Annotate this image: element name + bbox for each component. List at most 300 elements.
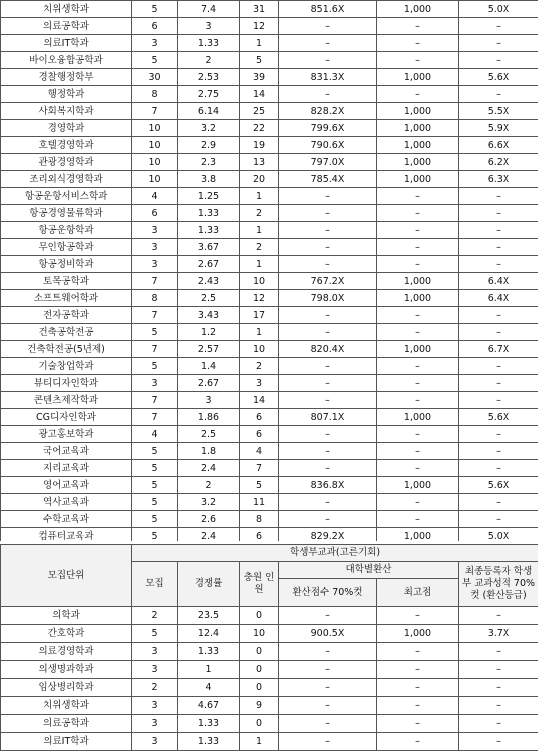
conv-score-cell: 851.6X <box>279 1 377 18</box>
ratio-cell: 3.2 <box>178 494 240 511</box>
recruit-cell: 8 <box>132 86 178 103</box>
final-grade-cell: 6.6X <box>459 137 538 154</box>
max-score-cell: – <box>377 239 459 256</box>
conv-score-cell: – <box>279 733 377 751</box>
recruit-cell: 7 <box>132 341 178 358</box>
top-table-body <box>1 1 538 545</box>
conv-score-cell: – <box>279 86 377 103</box>
department-cell: 경찰행정학부 <box>1 69 132 86</box>
admissions-table-bottom <box>0 544 538 751</box>
max-score-cell: – <box>377 188 459 205</box>
conv-score-cell: – <box>279 18 377 35</box>
max-score-cell: – <box>377 643 459 661</box>
department-cell: 호텔경영학과 <box>1 137 132 154</box>
table-row <box>1 103 538 120</box>
ratio-cell: 2 <box>178 52 240 69</box>
conv-score-cell: – <box>279 256 377 273</box>
filled-cell: 1 <box>240 324 279 341</box>
max-score-cell: – <box>377 18 459 35</box>
max-score-cell: 1,000 <box>377 477 459 494</box>
ratio-cell: 2.4 <box>178 528 240 545</box>
table-row <box>1 733 538 751</box>
table-row <box>1 494 538 511</box>
final-grade-cell: 5.0X <box>459 528 538 545</box>
header-recruit: 모집 <box>132 562 178 607</box>
department-cell: 콘텐츠제작학과 <box>1 392 132 409</box>
table-row <box>1 443 538 460</box>
table-row <box>1 324 538 341</box>
filled-cell: 31 <box>240 1 279 18</box>
filled-cell: 6 <box>240 426 279 443</box>
recruit-cell: 5 <box>132 358 178 375</box>
table-row <box>1 715 538 733</box>
conv-score-cell: 900.5X <box>279 625 377 643</box>
filled-cell: 1 <box>240 35 279 52</box>
department-cell: 의생명과학과 <box>1 661 132 679</box>
max-score-cell: 1,000 <box>377 69 459 86</box>
recruit-cell: 10 <box>132 137 178 154</box>
max-score-cell: – <box>377 358 459 375</box>
ratio-cell: 2.43 <box>178 273 240 290</box>
table-row <box>1 426 538 443</box>
final-grade-cell: – <box>459 661 538 679</box>
filled-cell: 6 <box>240 409 279 426</box>
max-score-cell: 1,000 <box>377 1 459 18</box>
recruit-cell: 10 <box>132 120 178 137</box>
conv-score-cell: – <box>279 715 377 733</box>
ratio-cell: 1.2 <box>178 324 240 341</box>
recruit-cell: 5 <box>132 511 178 528</box>
final-grade-cell: – <box>459 460 538 477</box>
recruit-cell: 3 <box>132 239 178 256</box>
recruit-cell: 5 <box>132 528 178 545</box>
ratio-cell: 1.33 <box>178 643 240 661</box>
final-grade-cell: – <box>459 375 538 392</box>
table-row <box>1 120 538 137</box>
filled-cell: 3 <box>240 375 279 392</box>
table-row <box>1 341 538 358</box>
max-score-cell: – <box>377 324 459 341</box>
table-row <box>1 661 538 679</box>
final-grade-cell: 6.7X <box>459 341 538 358</box>
ratio-cell: 2.5 <box>178 290 240 307</box>
ratio-cell: 2.5 <box>178 426 240 443</box>
table-row <box>1 625 538 643</box>
conv-score-cell: – <box>279 188 377 205</box>
final-grade-cell: – <box>459 358 538 375</box>
final-grade-cell: 5.6X <box>459 69 538 86</box>
filled-cell: 17 <box>240 307 279 324</box>
final-grade-cell: – <box>459 205 538 222</box>
conv-score-cell: – <box>279 35 377 52</box>
final-grade-cell: – <box>459 239 538 256</box>
table-row <box>1 1 538 18</box>
department-cell: 치위생학과 <box>1 1 132 18</box>
department-cell: 무인항공학과 <box>1 239 132 256</box>
ratio-cell: 3 <box>178 18 240 35</box>
filled-cell: 13 <box>240 154 279 171</box>
max-score-cell: – <box>377 375 459 392</box>
max-score-cell: – <box>377 307 459 324</box>
table-row <box>1 18 538 35</box>
department-cell: 뷰티디자인학과 <box>1 375 132 392</box>
ratio-cell: 1.25 <box>178 188 240 205</box>
final-grade-cell: – <box>459 324 538 341</box>
ratio-cell: 2.4 <box>178 460 240 477</box>
department-cell: 행정학과 <box>1 86 132 103</box>
ratio-cell: 4.67 <box>178 697 240 715</box>
department-cell: 수학교육과 <box>1 511 132 528</box>
final-grade-cell: – <box>459 426 538 443</box>
department-cell: 전자공학과 <box>1 307 132 324</box>
final-grade-cell: 6.4X <box>459 273 538 290</box>
conv-score-cell: 790.6X <box>279 137 377 154</box>
filled-cell: 22 <box>240 120 279 137</box>
recruit-cell: 7 <box>132 307 178 324</box>
filled-cell: 1 <box>240 222 279 239</box>
department-cell: 항공경영물류학과 <box>1 205 132 222</box>
ratio-cell: 2.53 <box>178 69 240 86</box>
department-cell: 토목공학과 <box>1 273 132 290</box>
ratio-cell: 2.3 <box>178 154 240 171</box>
recruit-cell: 6 <box>132 18 178 35</box>
recruit-cell: 3 <box>132 661 178 679</box>
ratio-cell: 1 <box>178 661 240 679</box>
department-cell: 의료경영학과 <box>1 643 132 661</box>
final-grade-cell: – <box>459 679 538 697</box>
conv-score-cell: 829.2X <box>279 528 377 545</box>
final-grade-cell: – <box>459 494 538 511</box>
max-score-cell: 1,000 <box>377 625 459 643</box>
ratio-cell: 1.33 <box>178 35 240 52</box>
conv-score-cell: 828.2X <box>279 103 377 120</box>
recruit-cell: 8 <box>132 290 178 307</box>
final-grade-cell: – <box>459 222 538 239</box>
recruit-cell: 3 <box>132 643 178 661</box>
final-grade-cell: – <box>459 188 538 205</box>
recruit-cell: 3 <box>132 35 178 52</box>
max-score-cell: 1,000 <box>377 171 459 188</box>
ratio-cell: 12.4 <box>178 625 240 643</box>
department-cell: 건축공학전공 <box>1 324 132 341</box>
table-row <box>1 643 538 661</box>
table-row <box>1 256 538 273</box>
filled-cell: 9 <box>240 697 279 715</box>
recruit-cell: 7 <box>132 409 178 426</box>
conv-score-cell: – <box>279 426 377 443</box>
final-grade-cell: 5.5X <box>459 103 538 120</box>
final-grade-cell: – <box>459 715 538 733</box>
conv-score-cell: – <box>279 392 377 409</box>
final-grade-cell: 6.3X <box>459 171 538 188</box>
bottom-table-body <box>1 607 538 751</box>
conv-score-cell: – <box>279 661 377 679</box>
max-score-cell: 1,000 <box>377 341 459 358</box>
conv-score-cell: – <box>279 643 377 661</box>
table-row <box>1 273 538 290</box>
ratio-cell: 2.57 <box>178 341 240 358</box>
table-row <box>1 188 538 205</box>
final-grade-cell: – <box>459 607 538 625</box>
max-score-cell: 1,000 <box>377 103 459 120</box>
bottom-table-header <box>1 545 538 607</box>
recruit-cell: 4 <box>132 188 178 205</box>
recruit-cell: 5 <box>132 477 178 494</box>
max-score-cell: – <box>377 511 459 528</box>
conv-score-cell: – <box>279 222 377 239</box>
filled-cell: 14 <box>240 392 279 409</box>
conv-score-cell: – <box>279 697 377 715</box>
conv-score-cell: 798.0X <box>279 290 377 307</box>
filled-cell: 25 <box>240 103 279 120</box>
ratio-cell: 1.33 <box>178 733 240 751</box>
conv-score-cell: 799.6X <box>279 120 377 137</box>
max-score-cell: 1,000 <box>377 409 459 426</box>
final-grade-cell: 6.2X <box>459 154 538 171</box>
header-ratio: 경쟁률 <box>178 562 240 607</box>
filled-cell: 1 <box>240 188 279 205</box>
max-score-cell: – <box>377 35 459 52</box>
department-cell: 의료공학과 <box>1 18 132 35</box>
filled-cell: 39 <box>240 69 279 86</box>
filled-cell: 2 <box>240 205 279 222</box>
department-cell: 치위생학과 <box>1 697 132 715</box>
filled-cell: 4 <box>240 443 279 460</box>
max-score-cell: – <box>377 661 459 679</box>
conv-score-cell: 836.8X <box>279 477 377 494</box>
ratio-cell: 4 <box>178 679 240 697</box>
max-score-cell: – <box>377 679 459 697</box>
recruit-cell: 3 <box>132 222 178 239</box>
recruit-cell: 30 <box>132 69 178 86</box>
conv-score-cell: 797.0X <box>279 154 377 171</box>
filled-cell: 5 <box>240 477 279 494</box>
filled-cell: 10 <box>240 341 279 358</box>
table-row <box>1 607 538 625</box>
ratio-cell: 1.33 <box>178 715 240 733</box>
department-cell: 소프트웨어학과 <box>1 290 132 307</box>
conv-score-cell: – <box>279 52 377 69</box>
filled-cell: 6 <box>240 528 279 545</box>
table-row <box>1 679 538 697</box>
ratio-cell: 2.75 <box>178 86 240 103</box>
table-row <box>1 409 538 426</box>
max-score-cell: – <box>377 733 459 751</box>
max-score-cell: 1,000 <box>377 120 459 137</box>
table-row <box>1 290 538 307</box>
department-cell: 컴퓨터교육과 <box>1 528 132 545</box>
department-cell: 의료IT학과 <box>1 733 132 751</box>
ratio-cell: 3.2 <box>178 120 240 137</box>
recruit-cell: 5 <box>132 1 178 18</box>
filled-cell: 12 <box>240 18 279 35</box>
conv-score-cell: – <box>279 511 377 528</box>
table-row <box>1 69 538 86</box>
department-cell: 조리외식경영학과 <box>1 171 132 188</box>
conv-score-cell: 831.3X <box>279 69 377 86</box>
recruit-cell: 3 <box>132 733 178 751</box>
department-cell: 의료공학과 <box>1 715 132 733</box>
ratio-cell: 1.86 <box>178 409 240 426</box>
recruit-cell: 2 <box>132 607 178 625</box>
recruit-cell: 2 <box>132 679 178 697</box>
final-grade-cell: – <box>459 697 538 715</box>
recruit-cell: 5 <box>132 443 178 460</box>
ratio-cell: 1.8 <box>178 443 240 460</box>
final-grade-cell: 5.6X <box>459 409 538 426</box>
filled-cell: 1 <box>240 733 279 751</box>
table-row <box>1 35 538 52</box>
conv-score-cell: – <box>279 307 377 324</box>
ratio-cell: 1.33 <box>178 222 240 239</box>
filled-cell: 1 <box>240 256 279 273</box>
ratio-cell: 7.4 <box>178 1 240 18</box>
table-row <box>1 392 538 409</box>
max-score-cell: 1,000 <box>377 528 459 545</box>
table-row <box>1 460 538 477</box>
max-score-cell: – <box>377 392 459 409</box>
table-row <box>1 239 538 256</box>
department-cell: 역사교육과 <box>1 494 132 511</box>
conv-score-cell: – <box>279 205 377 222</box>
filled-cell: 0 <box>240 607 279 625</box>
conv-score-cell: 785.4X <box>279 171 377 188</box>
ratio-cell: 3.8 <box>178 171 240 188</box>
max-score-cell: – <box>377 222 459 239</box>
department-cell: 사회복지학과 <box>1 103 132 120</box>
table-row <box>1 154 538 171</box>
department-cell: 의료IT학과 <box>1 35 132 52</box>
table-row <box>1 697 538 715</box>
recruit-cell: 10 <box>132 154 178 171</box>
filled-cell: 10 <box>240 273 279 290</box>
final-grade-cell: – <box>459 511 538 528</box>
final-grade-cell: – <box>459 392 538 409</box>
filled-cell: 19 <box>240 137 279 154</box>
conv-score-cell: 820.4X <box>279 341 377 358</box>
final-grade-cell: – <box>459 733 538 751</box>
max-score-cell: 1,000 <box>377 154 459 171</box>
filled-cell: 0 <box>240 715 279 733</box>
conv-score-cell: – <box>279 607 377 625</box>
department-cell: 지리교육과 <box>1 460 132 477</box>
conv-score-cell: – <box>279 375 377 392</box>
filled-cell: 5 <box>240 52 279 69</box>
recruit-cell: 5 <box>132 460 178 477</box>
table-row <box>1 307 538 324</box>
max-score-cell: – <box>377 460 459 477</box>
filled-cell: 11 <box>240 494 279 511</box>
table-row <box>1 86 538 103</box>
department-cell: 국어교육과 <box>1 443 132 460</box>
final-grade-cell: – <box>459 443 538 460</box>
filled-cell: 12 <box>240 290 279 307</box>
recruit-cell: 4 <box>132 426 178 443</box>
header-univ-conv: 대학별환산 <box>279 562 459 579</box>
recruit-cell: 3 <box>132 715 178 733</box>
final-grade-cell: – <box>459 35 538 52</box>
department-cell: 건축학전공(5년제) <box>1 341 132 358</box>
table-row <box>1 222 538 239</box>
final-grade-cell: – <box>459 307 538 324</box>
department-cell: 의학과 <box>1 607 132 625</box>
filled-cell: 2 <box>240 358 279 375</box>
filled-cell: 0 <box>240 643 279 661</box>
table-row <box>1 477 538 494</box>
department-cell: CG디자인학과 <box>1 409 132 426</box>
table-row <box>1 52 538 69</box>
final-grade-cell: – <box>459 18 538 35</box>
conv-score-cell: – <box>279 494 377 511</box>
recruit-cell: 5 <box>132 324 178 341</box>
ratio-cell: 2 <box>178 477 240 494</box>
final-grade-cell: 3.7X <box>459 625 538 643</box>
conv-score-cell: – <box>279 679 377 697</box>
ratio-cell: 2.9 <box>178 137 240 154</box>
ratio-cell: 1.33 <box>178 205 240 222</box>
max-score-cell: 1,000 <box>377 290 459 307</box>
department-cell: 광고홍보학과 <box>1 426 132 443</box>
ratio-cell: 3 <box>178 392 240 409</box>
final-grade-cell: 6.4X <box>459 290 538 307</box>
header-group: 학생부교과(고른기회) <box>132 545 538 562</box>
max-score-cell: – <box>377 205 459 222</box>
max-score-cell: 1,000 <box>377 273 459 290</box>
max-score-cell: – <box>377 86 459 103</box>
max-score-cell: – <box>377 52 459 69</box>
department-cell: 기술창업학과 <box>1 358 132 375</box>
max-score-cell: – <box>377 443 459 460</box>
conv-score-cell: 807.1X <box>279 409 377 426</box>
ratio-cell: 6.14 <box>178 103 240 120</box>
max-score-cell: – <box>377 256 459 273</box>
recruit-cell: 6 <box>132 205 178 222</box>
filled-cell: 7 <box>240 460 279 477</box>
table-row <box>1 358 538 375</box>
max-score-cell: – <box>377 715 459 733</box>
conv-score-cell: – <box>279 460 377 477</box>
conv-score-cell: – <box>279 239 377 256</box>
max-score-cell: – <box>377 494 459 511</box>
table-row <box>1 137 538 154</box>
recruit-cell: 3 <box>132 375 178 392</box>
final-grade-cell: 5.6X <box>459 477 538 494</box>
recruit-cell: 5 <box>132 625 178 643</box>
table-row <box>1 171 538 188</box>
recruit-cell: 7 <box>132 273 178 290</box>
department-cell: 항공정비학과 <box>1 256 132 273</box>
department-cell: 관광경영학과 <box>1 154 132 171</box>
recruit-cell: 5 <box>132 494 178 511</box>
recruit-cell: 7 <box>132 103 178 120</box>
max-score-cell: – <box>377 697 459 715</box>
final-grade-cell: – <box>459 256 538 273</box>
table-row <box>1 375 538 392</box>
conv-score-cell: – <box>279 443 377 460</box>
conv-score-cell: – <box>279 358 377 375</box>
max-score-cell: – <box>377 607 459 625</box>
header-unit: 모집단위 <box>1 545 132 607</box>
final-grade-cell: – <box>459 86 538 103</box>
table-row <box>1 511 538 528</box>
department-cell: 항공운항서비스학과 <box>1 188 132 205</box>
department-cell: 경영학과 <box>1 120 132 137</box>
final-grade-cell: 5.0X <box>459 1 538 18</box>
filled-cell: 0 <box>240 679 279 697</box>
filled-cell: 14 <box>240 86 279 103</box>
final-grade-cell: – <box>459 52 538 69</box>
conv-score-cell: 767.2X <box>279 273 377 290</box>
